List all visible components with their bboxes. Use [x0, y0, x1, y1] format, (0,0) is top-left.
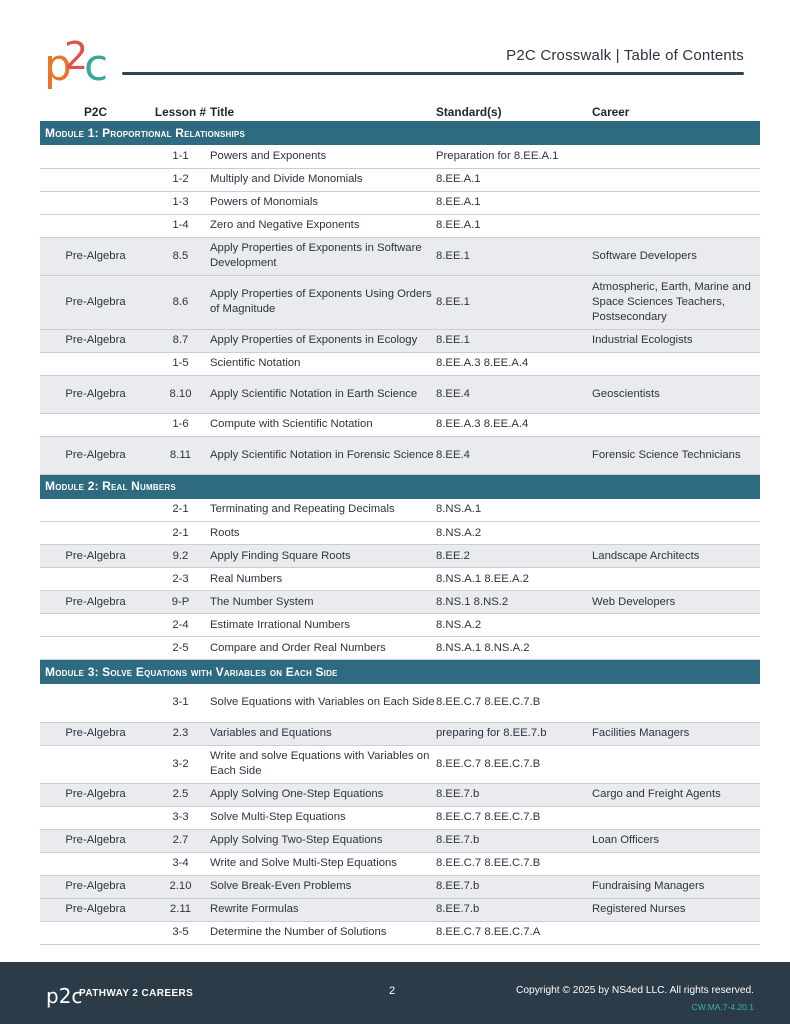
cell-lesson: 8.6 [151, 275, 210, 329]
cell-p2c: Pre-Algebra [40, 329, 151, 352]
cell-title: Apply Solving Two-Step Equations [210, 829, 436, 852]
table-row [40, 614, 760, 637]
cell-career: Fundraising Managers [592, 875, 760, 898]
logo-letter-p: p [44, 40, 72, 91]
cell-p2c: Pre-Algebra [40, 545, 151, 568]
cell-career: Loan Officers [592, 829, 760, 852]
cell-career: Software Developers [592, 237, 760, 275]
cell-lesson: 2-5 [151, 637, 210, 660]
cell-lesson: 8.5 [151, 237, 210, 275]
table-row [40, 806, 760, 829]
cell-career [592, 145, 760, 168]
table-row [40, 375, 760, 413]
cell-p2c: Pre-Algebra [40, 722, 151, 745]
cell-standards: 8.EE.1 [436, 329, 592, 352]
cell-standards: 8.EE.7.b [436, 829, 592, 852]
cell-p2c [40, 745, 151, 783]
cell-standards: 8.EE.A.1 [436, 191, 592, 214]
cell-title: Apply Finding Square Roots [210, 545, 436, 568]
cell-title: Solve Break-Even Problems [210, 875, 436, 898]
cell-p2c [40, 852, 151, 875]
table-row [40, 684, 760, 722]
cell-standards: 8.EE.C.7 8.EE.C.7.B [436, 806, 592, 829]
cell-lesson: 1-5 [151, 352, 210, 375]
cell-standards: 8.EE.C.7 8.EE.C.7.B [436, 684, 592, 722]
cell-career: Forensic Science Technicians [592, 436, 760, 474]
cell-p2c: Pre-Algebra [40, 591, 151, 614]
cell-standards: 8.EE.A.3 8.EE.A.4 [436, 352, 592, 375]
cell-lesson: 8.11 [151, 436, 210, 474]
logo-letter-c: c [84, 40, 109, 91]
col-header-lesson: Lesson # [154, 105, 207, 119]
cell-career [592, 806, 760, 829]
table-row [40, 722, 760, 745]
cell-career [592, 191, 760, 214]
cell-p2c [40, 806, 151, 829]
module-label-name: Real Numbers [102, 479, 176, 493]
cell-career [592, 522, 760, 545]
table-row [40, 214, 760, 237]
cell-standards: 8.EE.4 [436, 436, 592, 474]
cell-lesson: 2-4 [151, 614, 210, 637]
cell-lesson: 3-4 [151, 852, 210, 875]
cell-lesson: 2.5 [151, 783, 210, 806]
cell-lesson: 9.2 [151, 545, 210, 568]
copyright: Copyright © 2025 by NS4ed LLC. All rights reserved. [516, 985, 754, 996]
module-label [40, 660, 760, 685]
table-row [40, 783, 760, 806]
cell-standards: preparing for 8.EE.7.b [436, 722, 592, 745]
module-header-row [40, 660, 760, 685]
cell-career [592, 499, 760, 522]
cell-standards: 8.NS.A.1 [436, 499, 592, 522]
cell-p2c: Pre-Algebra [40, 829, 151, 852]
cell-career [592, 413, 760, 436]
cell-lesson: 3-5 [151, 921, 210, 944]
table-row [40, 829, 760, 852]
cell-standards: 8.EE.7.b [436, 783, 592, 806]
cell-career [592, 614, 760, 637]
cell-title: Terminating and Repeating Decimals [210, 499, 436, 522]
footer-logo: p2c [46, 984, 83, 1008]
cell-standards: 8.EE.C.7 8.EE.C.7.B [436, 852, 592, 875]
cell-lesson: 8.10 [151, 375, 210, 413]
cell-title: Rewrite Formulas [210, 898, 436, 921]
col-header-p2c: P2C [84, 105, 107, 119]
table-row [40, 852, 760, 875]
cell-p2c: Pre-Algebra [40, 783, 151, 806]
cell-title: Compute with Scientific Notation [210, 413, 436, 436]
crosswalk-table [40, 103, 760, 945]
cell-career: Cargo and Freight Agents [592, 783, 760, 806]
cell-title: Apply Properties of Exponents in Ecology [210, 329, 436, 352]
module-label [40, 474, 760, 499]
footer-brand: PATHWAY 2 CAREERS [79, 988, 194, 999]
table-row [40, 237, 760, 275]
table-row [40, 637, 760, 660]
cell-career: Atmospheric, Earth, Marine and Space Sciences Teachers, Postsecondary [592, 275, 760, 329]
table-row [40, 413, 760, 436]
cell-title: Scientific Notation [210, 352, 436, 375]
cell-standards: 8.NS.A.2 [436, 614, 592, 637]
cell-standards: 8.EE.C.7 8.EE.C.7.A [436, 921, 592, 944]
table-row [40, 329, 760, 352]
cell-title: Variables and Equations [210, 722, 436, 745]
cell-p2c [40, 499, 151, 522]
cell-career [592, 568, 760, 591]
table-row [40, 275, 760, 329]
cell-standards: 8.EE.7.b [436, 875, 592, 898]
module-label-prefix: Module 3: [45, 664, 99, 679]
module-label-prefix: Module 2: [45, 479, 99, 493]
cell-lesson: 3-1 [151, 684, 210, 722]
cell-lesson: 1-3 [151, 191, 210, 214]
module-label-name: Proportional Relationships [102, 125, 245, 140]
cell-title: Apply Scientific Notation in Earth Science [210, 375, 436, 413]
cell-title: Apply Properties of Exponents Using Orders of Magnitude [210, 275, 436, 329]
cell-title: Multiply and Divide Monomials [210, 168, 436, 191]
table-row [40, 436, 760, 474]
cell-lesson: 3-3 [151, 806, 210, 829]
cell-title: Estimate Irrational Numbers [210, 614, 436, 637]
table-row [40, 522, 760, 545]
cell-career: Web Developers [592, 591, 760, 614]
cell-title: Determine the Number of Solutions [210, 921, 436, 944]
cell-lesson: 1-4 [151, 214, 210, 237]
cell-title: Solve Multi-Step Equations [210, 806, 436, 829]
table-row [40, 568, 760, 591]
cell-title: Powers and Exponents [210, 145, 436, 168]
cell-lesson: 3-2 [151, 745, 210, 783]
cell-standards: 8.NS.1 8.NS.2 [436, 591, 592, 614]
cell-title: Write and solve Equations with Variables on Each Side [210, 745, 436, 783]
cell-standards: Preparation for 8.EE.A.1 [436, 145, 592, 168]
cell-p2c: Pre-Algebra [40, 875, 151, 898]
cell-p2c [40, 191, 151, 214]
cell-lesson: 1-1 [151, 145, 210, 168]
cell-lesson: 2.10 [151, 875, 210, 898]
col-header-career: Career [592, 105, 630, 119]
module-label-prefix: Module 1: [45, 125, 99, 140]
cell-p2c [40, 214, 151, 237]
table-row [40, 352, 760, 375]
cell-title: Apply Solving One-Step Equations [210, 783, 436, 806]
table-row [40, 145, 760, 168]
table-row [40, 898, 760, 921]
table-row [40, 168, 760, 191]
cell-lesson: 2-1 [151, 522, 210, 545]
cell-title: Roots [210, 522, 436, 545]
cell-p2c: Pre-Algebra [40, 436, 151, 474]
cell-standards: 8.EE.1 [436, 237, 592, 275]
table-row [40, 499, 760, 522]
cell-career [592, 921, 760, 944]
cell-p2c [40, 921, 151, 944]
cell-lesson: 8.7 [151, 329, 210, 352]
cell-title: Apply Properties of Exponents in Software Development [210, 237, 436, 275]
cell-lesson: 2-3 [151, 568, 210, 591]
cell-standards: 8.EE.A.1 [436, 168, 592, 191]
cell-p2c [40, 637, 151, 660]
cell-p2c [40, 568, 151, 591]
module-header-row [40, 474, 760, 499]
header-divider [122, 72, 744, 75]
cell-lesson: 2.3 [151, 722, 210, 745]
table-header-row [40, 103, 760, 121]
cell-standards: 8.EE.4 [436, 375, 592, 413]
cell-p2c: Pre-Algebra [40, 375, 151, 413]
cell-p2c: Pre-Algebra [40, 275, 151, 329]
cell-p2c: Pre-Algebra [40, 237, 151, 275]
table-row [40, 745, 760, 783]
document-code: CW.MA.7-4.20.1 [691, 1002, 754, 1012]
cell-title: Zero and Negative Exponents [210, 214, 436, 237]
cell-standards: 8.NS.A.2 [436, 522, 592, 545]
table-body [40, 121, 760, 944]
page-number: 2 [389, 985, 396, 997]
cell-career [592, 168, 760, 191]
cell-title: Apply Scientific Notation in Forensic Science [210, 436, 436, 474]
cell-p2c [40, 413, 151, 436]
cell-p2c [40, 684, 151, 722]
cell-career [592, 214, 760, 237]
cell-lesson: 1-2 [151, 168, 210, 191]
cell-lesson: 2.7 [151, 829, 210, 852]
cell-p2c [40, 352, 151, 375]
cell-p2c: Pre-Algebra [40, 898, 151, 921]
cell-standards: 8.EE.2 [436, 545, 592, 568]
cell-p2c [40, 522, 151, 545]
cell-standards: 8.EE.1 [436, 275, 592, 329]
cell-lesson: 2-1 [151, 499, 210, 522]
cell-career: Registered Nurses [592, 898, 760, 921]
cell-p2c [40, 145, 151, 168]
cell-standards: 8.EE.A.3 8.EE.A.4 [436, 413, 592, 436]
cell-career: Facilities Managers [592, 722, 760, 745]
cell-career [592, 637, 760, 660]
col-header-standards: Standard(s) [436, 105, 502, 119]
cell-lesson: 9-P [151, 591, 210, 614]
table-row [40, 191, 760, 214]
cell-career [592, 684, 760, 722]
cell-title: Solve Equations with Variables on Each Side [210, 684, 436, 722]
module-label [40, 121, 760, 145]
cell-career [592, 352, 760, 375]
cell-lesson: 1-6 [151, 413, 210, 436]
cell-standards: 8.NS.A.1 8.NS.A.2 [436, 637, 592, 660]
module-header-row [40, 121, 760, 145]
cell-standards: 8.EE.A.1 [436, 214, 592, 237]
cell-standards: 8.NS.A.1 8.EE.A.2 [436, 568, 592, 591]
cell-lesson: 2.11 [151, 898, 210, 921]
p2c-logo [44, 34, 114, 96]
logo-digit-2: 2 [64, 34, 89, 78]
cell-title: Write and Solve Multi-Step Equations [210, 852, 436, 875]
cell-title: The Number System [210, 591, 436, 614]
cell-career: Geoscientists [592, 375, 760, 413]
module-label-name: Solve Equations with Variables on Each Side [102, 664, 338, 679]
cell-standards: 8.EE.7.b [436, 898, 592, 921]
table-row [40, 921, 760, 944]
cell-career [592, 745, 760, 783]
cell-career [592, 852, 760, 875]
cell-p2c [40, 168, 151, 191]
col-header-title: Title [210, 105, 235, 119]
cell-standards: 8.EE.C.7 8.EE.C.7.B [436, 745, 592, 783]
cell-p2c [40, 614, 151, 637]
table-row [40, 875, 760, 898]
table-row [40, 591, 760, 614]
cell-title: Real Numbers [210, 568, 436, 591]
cell-career: Landscape Architects [592, 545, 760, 568]
cell-title: Powers of Monomials [210, 191, 436, 214]
cell-career: Industrial Ecologists [592, 329, 760, 352]
page-title: P2C Crosswalk | Table of Contents [506, 47, 744, 64]
table-row [40, 545, 760, 568]
cell-title: Compare and Order Real Numbers [210, 637, 436, 660]
